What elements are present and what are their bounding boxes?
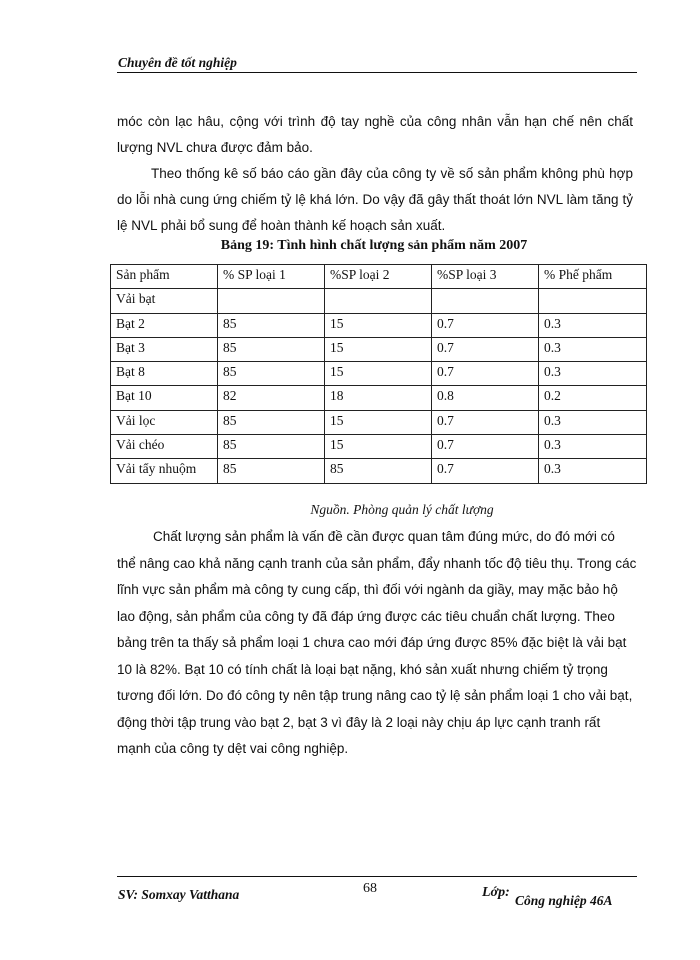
table-row bbox=[111, 386, 647, 410]
table-cell: 0.7 bbox=[432, 410, 539, 434]
table-row bbox=[111, 289, 647, 313]
table-header-row bbox=[111, 265, 647, 289]
table-cell: 0.3 bbox=[539, 337, 647, 361]
table-header-cell: % SP loại 1 bbox=[218, 265, 325, 289]
table-cell: 18 bbox=[325, 386, 432, 410]
table-cell: 0.3 bbox=[539, 459, 647, 483]
table-cell: 85 bbox=[218, 337, 325, 361]
table-cell: 15 bbox=[325, 313, 432, 337]
table-header-cell: %SP loại 2 bbox=[325, 265, 432, 289]
table-cell: 85 bbox=[218, 313, 325, 337]
table-cell: Vải chéo bbox=[111, 435, 218, 459]
table-cell: Vải tẩy nhuộm bbox=[111, 459, 218, 483]
table-row bbox=[111, 362, 647, 386]
table-cell: 0.3 bbox=[539, 362, 647, 386]
table-caption: Bảng 19: Tình hình chất lượng sản phẩm năm 2007 bbox=[220, 238, 528, 253]
table-cell: 85 bbox=[218, 459, 325, 483]
table-cell: 0.7 bbox=[432, 362, 539, 386]
table-header-cell: % Phế phẩm bbox=[539, 265, 647, 289]
table-cell: 82 bbox=[218, 386, 325, 410]
footer-student: SV: Somxay Vatthana bbox=[118, 887, 240, 902]
table-row bbox=[111, 459, 647, 483]
table-cell: Vải bạt bbox=[111, 289, 218, 313]
footer-class: Công nghiệp 46A bbox=[515, 893, 613, 908]
table-header-cell: Sản phẩm bbox=[111, 265, 218, 289]
quality-table bbox=[110, 264, 647, 484]
table-cell: 0.7 bbox=[432, 459, 539, 483]
paragraph-3: Chất lượng sản phẩm là vấn đề cần được quan tâm đúng mức, do đó mới có thể nâng cao khả năng cạnh tranh của sản phẩm, đẩy nhanh tốc độ tiêu thụ. Trong các lĩnh vực sản phẩm mà công ty cung cấp, thì đối với ngành da giầy, may mặc bảo hộ lao động, sản phẩm của công ty đã đáp ứng được các tiêu chuẩn chất lượng. Theo bảng trên ta thấy sả phẩm loại 1 chưa cao mới đáp ứng được 85% đặc biệt là vải bạt 10 là 82%. Bạt 10 có tính chất là loại bạt nặng, khó sản xuất nhưng chiếm tỷ trọng tương đối lớn. Do đó công ty nên tập trung nâng cao tỷ lệ sản phẩm loại 1 cho vải bạt, động thời tập trung vào bạt 2, bạt 3 vì đây là 2 loại này chịu áp lực cạnh tranh rất mạnh của công ty dệt vai công nghiệp. bbox=[117, 529, 637, 756]
footer-class-label: Lớp: bbox=[482, 885, 510, 900]
page-header bbox=[117, 52, 637, 73]
table-cell: 0.3 bbox=[539, 313, 647, 337]
table-cell: 15 bbox=[325, 337, 432, 361]
page-number: 68 bbox=[363, 881, 377, 896]
table-cell: Vải lọc bbox=[111, 410, 218, 434]
table-cell: 0.7 bbox=[432, 313, 539, 337]
table-cell: 85 bbox=[218, 362, 325, 386]
table-header-cell: %SP loại 3 bbox=[432, 265, 539, 289]
table-cell: 0.3 bbox=[539, 435, 647, 459]
table-cell: 15 bbox=[325, 362, 432, 386]
table-cell bbox=[218, 289, 325, 313]
table-cell: 15 bbox=[325, 435, 432, 459]
table-cell: 85 bbox=[325, 459, 432, 483]
table-cell: 0.7 bbox=[432, 337, 539, 361]
paragraph-2: Theo thống kê số báo cáo gần đây của công ty về số sản phẩm không phù hợp do lỗi nhà cung ứng chiếm tỷ lệ khá lớn. Do vậy đã gây thất thoát lớn NVL làm tăng tỷ lệ NVL phải bổ sung để hoàn thành kế hoạch sản xuất. bbox=[117, 166, 633, 233]
table-row bbox=[111, 337, 647, 361]
page-footer bbox=[117, 876, 637, 908]
table-cell bbox=[432, 289, 539, 313]
table-cell: Bạt 10 bbox=[111, 386, 218, 410]
paragraph-1: móc còn lạc hâu, cộng với trình độ tay nghề của công nhân vẫn hạn chế nên chất lượng NVL chưa được đảm bảo. bbox=[117, 114, 633, 155]
table-row bbox=[111, 313, 647, 337]
table-cell: Bạt 2 bbox=[111, 313, 218, 337]
header-title: Chuyên đề tốt nghiệp bbox=[118, 55, 237, 70]
table-cell: 15 bbox=[325, 410, 432, 434]
table-cell: 85 bbox=[218, 410, 325, 434]
table-cell bbox=[539, 289, 647, 313]
table-cell: 0.8 bbox=[432, 386, 539, 410]
table-cell: 0.7 bbox=[432, 435, 539, 459]
table-cell bbox=[325, 289, 432, 313]
table-cell: 0.2 bbox=[539, 386, 647, 410]
table-row bbox=[111, 410, 647, 434]
table-source: Nguồn. Phòng quản lý chất lượng bbox=[310, 502, 494, 517]
table-cell: Bạt 8 bbox=[111, 362, 218, 386]
table-cell: 85 bbox=[218, 435, 325, 459]
table-cell: 0.3 bbox=[539, 410, 647, 434]
table-row bbox=[111, 435, 647, 459]
table-cell: Bạt 3 bbox=[111, 337, 218, 361]
